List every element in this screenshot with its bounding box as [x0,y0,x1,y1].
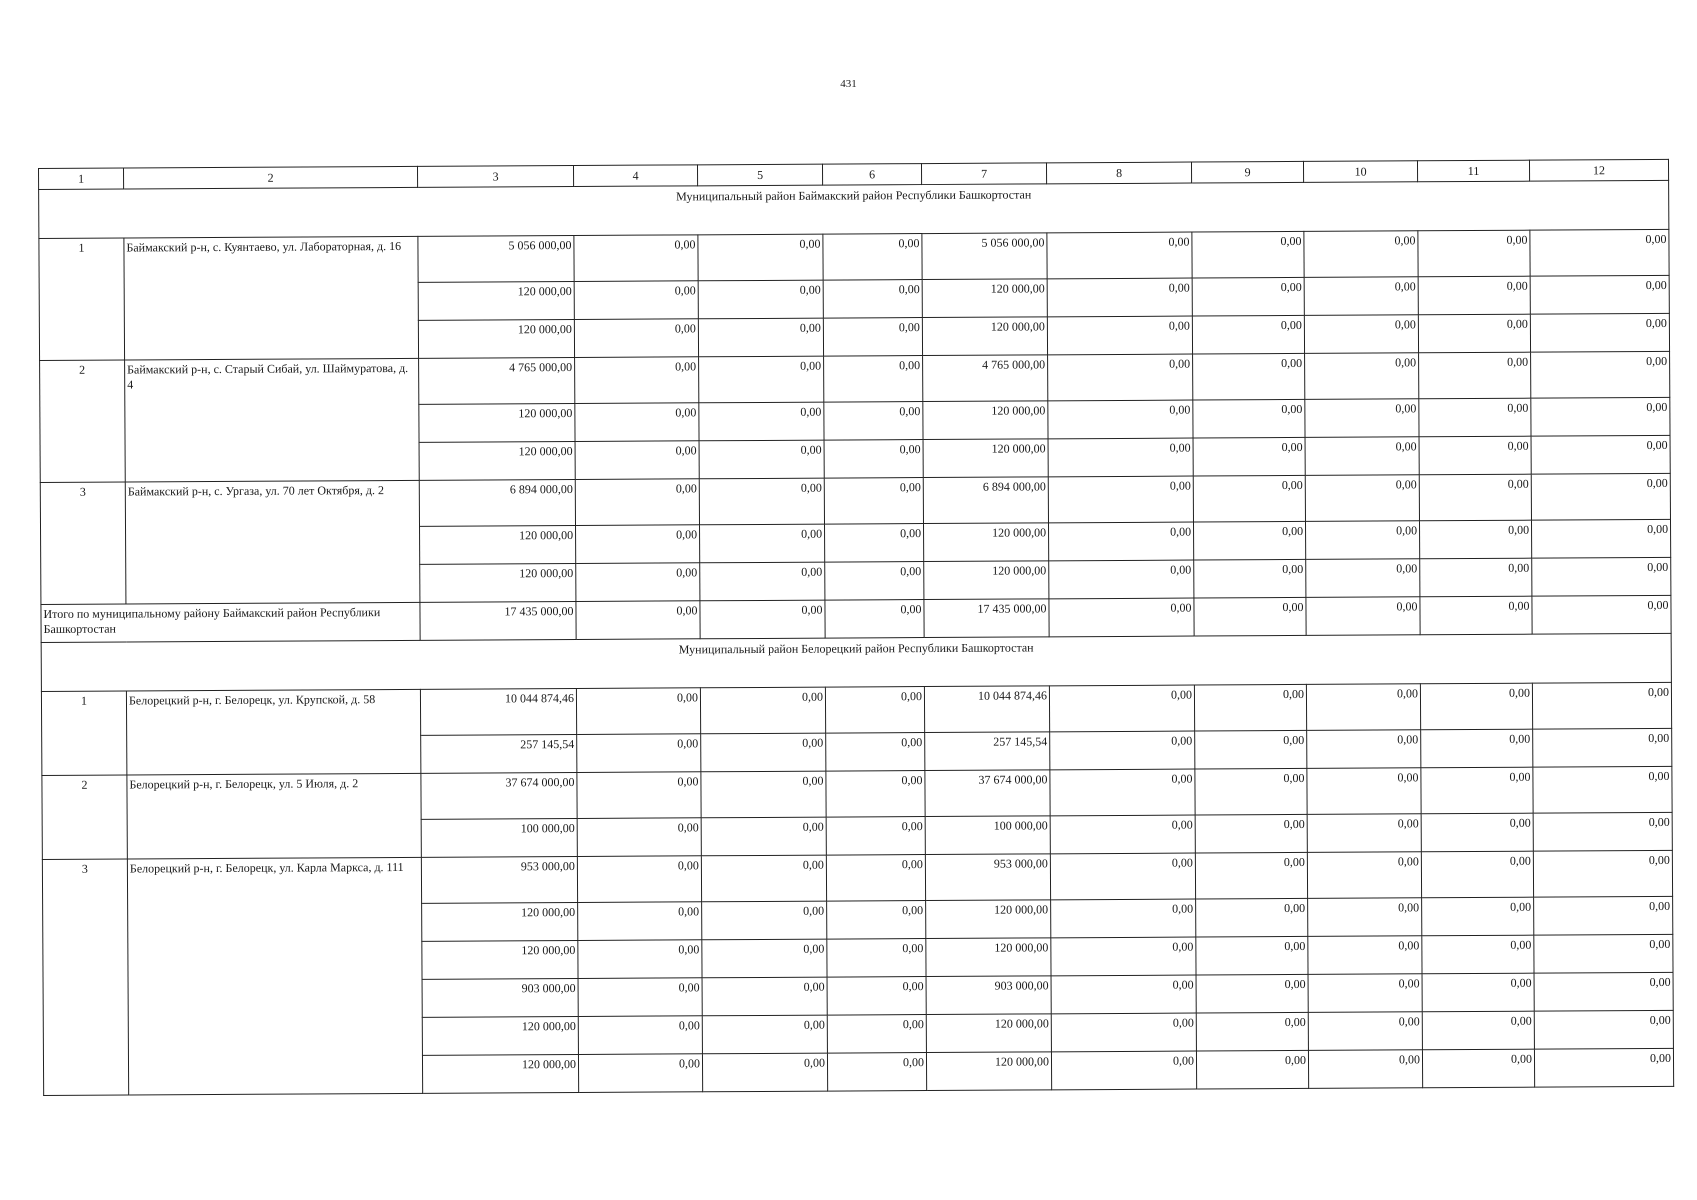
amount-cell: 0,00 [701,855,826,902]
column-header: 9 [1191,161,1303,183]
object-address: Белорецкий р-н, г. Белорецк, ул. 5 Июля, д. 2 [127,773,421,859]
amount-cell: 0,00 [1048,522,1193,561]
amount-cell: 0,00 [823,234,922,281]
amount-cell: 0,00 [1196,936,1308,975]
amount-cell: 0,00 [1419,520,1531,559]
amount-cell: 0,00 [1422,1011,1534,1050]
amount-cell: 0,00 [1530,313,1669,352]
amount-cell: 0,00 [827,1015,926,1054]
column-header: 5 [697,164,822,186]
amount-cell: 0,00 [1051,975,1196,1014]
amount-cell: 0,00 [578,1016,702,1055]
amount-cell: 0,00 [1533,850,1672,897]
amount-cell: 0,00 [1422,897,1534,936]
amount-cell: 0,00 [1195,768,1307,815]
amount-cell: 903 000,00 [422,978,578,1017]
amount-cell: 0,00 [702,939,827,978]
amount-cell: 0,00 [1192,315,1304,354]
amount-cell: 0,00 [578,902,702,941]
amount-cell: 0,00 [1532,557,1671,596]
amount-cell: 0,00 [576,688,700,735]
amount-cell: 0,00 [825,524,924,563]
amount-cell: 10 044 874,46 [420,689,576,736]
object-index: 1 [41,691,126,775]
amount-cell: 0,00 [826,855,925,902]
amount-cell: 6 894 000,00 [419,480,575,527]
amount-cell: 0,00 [1531,435,1670,474]
amount-cell: 37 674 000,00 [421,772,577,819]
amount-cell: 0,00 [826,771,925,818]
amount-cell: 0,00 [1047,232,1192,279]
amount-cell: 0,00 [1196,1050,1308,1089]
amount-cell: 0,00 [1305,437,1419,476]
amount-cell: 0,00 [1306,559,1420,598]
amount-cell: 120 000,00 [922,279,1047,318]
amount-cell: 0,00 [698,318,823,357]
amount-cell: 0,00 [1530,275,1669,314]
amount-cell: 0,00 [1193,399,1305,438]
object-address: Белорецкий р-н, г. Белорецк, ул. Карла Маркса, д. 111 [127,857,422,1095]
amount-cell: 0,00 [1049,685,1194,732]
amount-cell: 0,00 [827,977,926,1016]
amount-cell: 0,00 [700,687,825,734]
amount-cell: 0,00 [575,479,699,526]
amount-cell: 0,00 [1051,937,1196,976]
amount-cell: 0,00 [823,318,922,357]
amount-cell: 0,00 [1421,851,1533,898]
amount-cell: 0,00 [824,440,923,479]
object-index: 3 [42,859,128,1095]
amount-cell: 0,00 [824,356,923,403]
amount-cell: 100 000,00 [925,816,1050,855]
amount-cell: 0,00 [576,525,700,564]
amount-cell: 120 000,00 [926,900,1051,939]
total-amount-cell: 0,00 [825,600,924,639]
amount-cell: 0,00 [1305,521,1419,560]
amount-cell: 0,00 [1307,814,1421,853]
total-amount-cell: 0,00 [1194,597,1306,636]
amount-cell: 0,00 [1308,898,1422,937]
amount-cell: 0,00 [1531,473,1670,520]
column-header: 8 [1046,162,1191,184]
amount-cell: 0,00 [1048,476,1193,523]
amount-cell: 0,00 [1195,814,1307,853]
column-header: 11 [1417,160,1529,182]
amount-cell: 0,00 [700,562,825,601]
amount-cell: 0,00 [577,856,701,903]
amount-cell: 257 145,54 [925,732,1050,771]
amount-cell: 120 000,00 [422,1016,578,1055]
amount-cell: 0,00 [827,901,926,940]
budget-table [38,159,1674,1096]
amount-cell: 5 056 000,00 [418,236,574,283]
amount-cell: 0,00 [699,356,824,403]
amount-cell: 0,00 [1047,278,1192,317]
amount-cell: 0,00 [1196,974,1308,1013]
object-index: 2 [42,775,127,859]
amount-cell: 0,00 [1193,353,1305,400]
column-header: 10 [1303,161,1417,183]
amount-cell: 0,00 [578,1054,702,1093]
amount-cell: 0,00 [1305,353,1419,400]
amount-cell: 0,00 [577,818,701,857]
amount-cell: 0,00 [699,402,824,441]
amount-cell: 120 000,00 [422,902,578,941]
amount-cell: 100 000,00 [421,818,577,857]
amount-cell: 0,00 [1308,936,1422,975]
amount-cell: 0,00 [1049,560,1194,599]
amount-cell: 0,00 [1050,769,1195,816]
amount-cell: 0,00 [827,1053,926,1092]
amount-cell: 0,00 [826,733,925,772]
amount-cell: 120 000,00 [926,1014,1051,1053]
amount-cell: 0,00 [574,281,698,320]
amount-cell: 120 000,00 [418,320,574,359]
total-amount-cell: 17 435 000,00 [924,599,1049,638]
page-number: 431 [840,78,857,90]
amount-cell: 0,00 [577,734,701,773]
amount-cell: 0,00 [1422,1049,1534,1088]
amount-cell: 0,00 [1051,899,1196,938]
amount-cell: 0,00 [575,403,699,442]
amount-cell: 0,00 [1304,315,1418,354]
amount-cell: 0,00 [575,441,699,480]
total-amount-cell: 17 435 000,00 [420,602,576,641]
amount-cell: 0,00 [1419,436,1531,475]
amount-cell: 120 000,00 [926,1052,1051,1091]
amount-cell: 120 000,00 [422,1054,578,1093]
amount-cell: 120 000,00 [923,523,1048,562]
amount-cell: 0,00 [698,280,823,319]
amount-cell: 0,00 [824,402,923,441]
total-amount-cell: 0,00 [576,601,700,640]
amount-cell: 0,00 [1048,354,1193,401]
amount-cell: 5 056 000,00 [922,233,1047,280]
object-address: Белорецкий р-н, г. Белорецк, ул. Крупской, д. 58 [126,689,420,775]
amount-cell: 953 000,00 [421,856,577,903]
amount-cell: 0,00 [825,562,924,601]
amount-cell: 0,00 [1305,475,1419,522]
amount-cell: 10 044 874,46 [924,686,1049,733]
object-address: Баймакский р-н, с. Ургаза, ул. 70 лет Октября, д. 2 [125,480,420,604]
amount-cell: 120 000,00 [923,401,1048,440]
amount-cell: 0,00 [1530,229,1669,276]
amount-cell: 0,00 [576,563,700,602]
amount-cell: 0,00 [1534,1010,1673,1049]
amount-cell: 0,00 [1193,475,1305,522]
amount-cell: 0,00 [1421,813,1533,852]
amount-cell: 0,00 [701,817,826,856]
amount-cell: 120 000,00 [419,404,575,443]
district-title: Муниципальный район Белорецкий район Республики Башкортостан [41,633,1671,691]
object-index: 3 [40,482,126,604]
amount-cell: 120 000,00 [418,282,574,321]
amount-cell: 0,00 [1047,316,1192,355]
amount-cell: 0,00 [825,687,924,734]
table-body [39,159,1674,1095]
amount-cell: 0,00 [1419,352,1531,399]
amount-cell: 0,00 [699,440,824,479]
amount-cell: 0,00 [575,357,699,404]
district-total-label: Итого по муниципальному району Баймакский район Республики Башкортостан [41,602,420,642]
amount-cell: 0,00 [1304,231,1418,278]
amount-cell: 0,00 [1192,277,1304,316]
amount-cell: 0,00 [1050,853,1195,900]
amount-cell: 0,00 [578,978,702,1017]
amount-cell: 0,00 [698,234,823,281]
amount-cell: 0,00 [826,817,925,856]
amount-cell: 120 000,00 [420,564,576,603]
amount-cell: 37 674 000,00 [925,770,1050,817]
amount-cell: 0,00 [1196,1012,1308,1051]
amount-cell: 0,00 [574,319,698,358]
amount-cell: 0,00 [1534,896,1673,935]
amount-cell: 0,00 [1193,437,1305,476]
amount-cell: 0,00 [1051,1051,1196,1090]
amount-cell: 0,00 [1420,558,1532,597]
amount-cell: 0,00 [1308,1050,1422,1089]
object-index: 1 [39,238,125,360]
column-header: 6 [822,164,921,186]
amount-cell: 953 000,00 [925,854,1050,901]
amount-cell: 0,00 [702,977,827,1016]
amount-cell: 0,00 [824,478,923,525]
amount-cell: 0,00 [702,1053,827,1092]
amount-cell: 0,00 [1421,767,1533,814]
column-header: 12 [1529,159,1668,181]
amount-cell: 0,00 [1048,438,1193,477]
amount-cell: 0,00 [1195,852,1307,899]
object-address: Баймакский р-н, с. Старый Сибай, ул. Шаймуратова, д. 4 [125,358,420,482]
amount-cell: 0,00 [1307,852,1421,899]
column-header: 7 [921,163,1046,185]
amount-cell: 0,00 [1531,397,1670,436]
amount-cell: 0,00 [702,1015,827,1054]
object-index: 2 [40,360,126,482]
amount-cell: 0,00 [1307,768,1421,815]
amount-cell: 0,00 [1422,973,1534,1012]
column-header: 2 [124,166,418,189]
amount-cell: 0,00 [1419,474,1531,521]
amount-cell: 0,00 [1533,812,1672,851]
amount-cell: 0,00 [1418,314,1530,353]
amount-cell: 0,00 [1192,231,1304,278]
amount-cell: 0,00 [577,772,701,819]
amount-cell: 120 000,00 [926,938,1051,977]
amount-cell: 4 765 000,00 [923,355,1048,402]
total-amount-cell: 0,00 [1420,596,1532,635]
amount-cell: 0,00 [1050,731,1195,770]
amount-cell: 257 145,54 [421,735,577,774]
amount-cell: 120 000,00 [420,526,576,565]
amount-cell: 0,00 [1194,559,1306,598]
amount-cell: 120 000,00 [924,561,1049,600]
amount-cell: 0,00 [1531,519,1670,558]
amount-cell: 0,00 [1533,766,1672,813]
amount-cell: 0,00 [1419,398,1531,437]
amount-cell: 0,00 [1533,728,1672,767]
column-header: 4 [573,165,697,187]
amount-cell: 0,00 [1534,934,1673,973]
column-header: 1 [39,168,124,189]
amount-cell: 120 000,00 [923,439,1048,478]
amount-cell: 0,00 [578,940,702,979]
amount-cell: 0,00 [574,235,698,282]
amount-cell: 0,00 [1193,521,1305,560]
amount-cell: 0,00 [1421,729,1533,768]
amount-cell: 0,00 [1051,1013,1196,1052]
amount-cell: 6 894 000,00 [923,477,1048,524]
amount-cell: 0,00 [1534,972,1673,1011]
amount-cell: 0,00 [1305,399,1419,438]
amount-cell: 0,00 [1418,276,1530,315]
amount-cell: 0,00 [1418,230,1530,277]
amount-cell: 0,00 [1306,684,1420,731]
amount-cell: 0,00 [827,939,926,978]
district-title: Муниципальный район Баймакский район Республики Башкортостан [39,180,1669,238]
amount-cell: 0,00 [1304,277,1418,316]
amount-cell: 0,00 [699,478,824,525]
amount-cell: 4 765 000,00 [419,358,575,405]
amount-cell: 0,00 [1308,1012,1422,1051]
amount-cell: 0,00 [1196,898,1308,937]
total-amount-cell: 0,00 [700,600,825,639]
amount-cell: 0,00 [1531,351,1670,398]
amount-cell: 0,00 [1195,730,1307,769]
column-header: 3 [417,166,573,188]
amount-cell: 0,00 [702,901,827,940]
amount-cell: 0,00 [700,524,825,563]
amount-cell: 0,00 [1048,400,1193,439]
amount-cell: 0,00 [701,771,826,818]
amount-cell: 0,00 [1420,683,1532,730]
amount-cell: 0,00 [1534,1048,1673,1087]
amount-cell: 0,00 [1532,682,1671,729]
amount-cell: 0,00 [1194,684,1306,731]
amount-cell: 120 000,00 [419,442,575,481]
amount-cell: 120 000,00 [922,317,1047,356]
amount-cell: 0,00 [701,733,826,772]
total-amount-cell: 0,00 [1049,598,1194,637]
amount-cell: 120 000,00 [422,940,578,979]
amount-cell: 0,00 [1422,935,1534,974]
amount-cell: 0,00 [1308,974,1422,1013]
amount-cell: 0,00 [1307,730,1421,769]
total-amount-cell: 0,00 [1532,595,1671,634]
amount-cell: 903 000,00 [926,976,1051,1015]
total-amount-cell: 0,00 [1306,597,1420,636]
object-address: Баймакский р-н, с. Куянтаево, ул. Лабораторная, д. 16 [124,236,419,360]
amount-cell: 0,00 [1050,815,1195,854]
amount-cell: 0,00 [823,280,922,319]
